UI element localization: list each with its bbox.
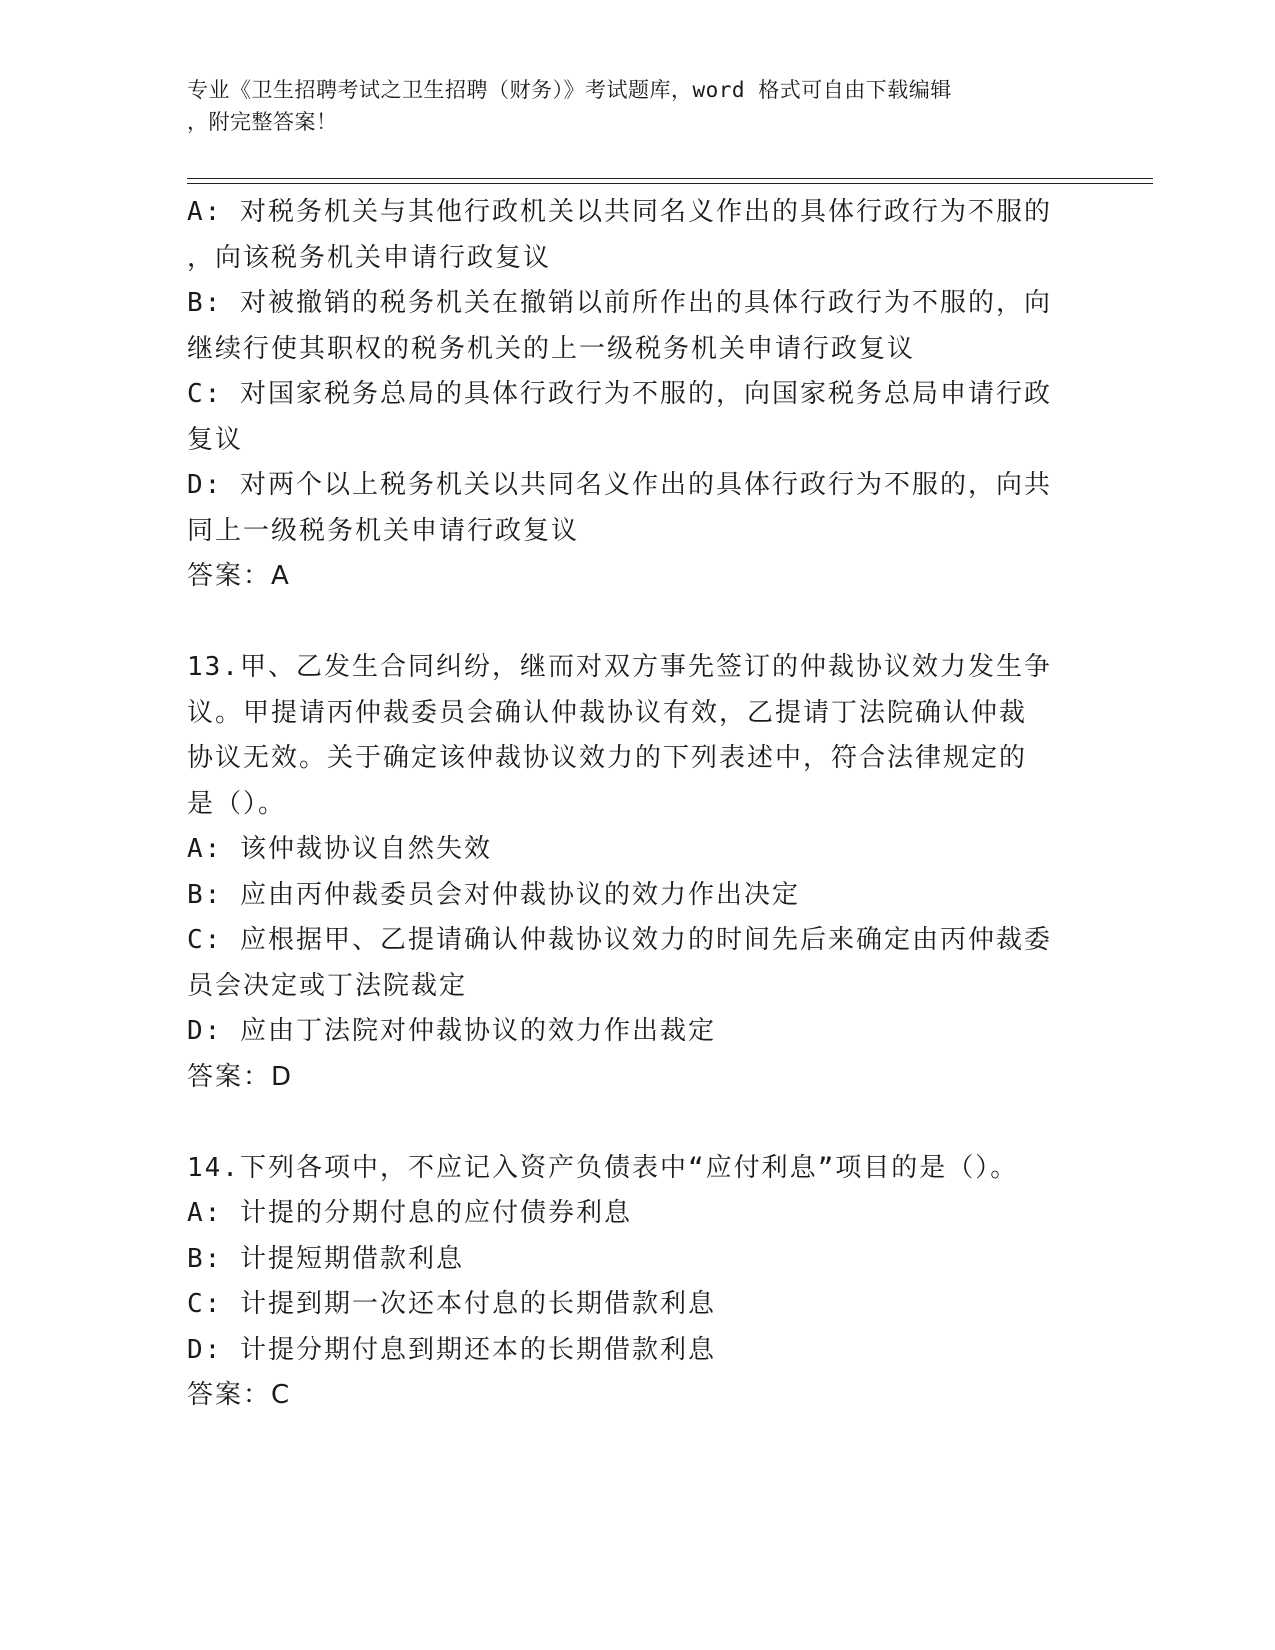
option-line: 复议: [187, 424, 244, 455]
option-c: C: 计提到期一次还本付息的长期借款利息: [187, 1289, 716, 1319]
question-14: [187, 1146, 1087, 1419]
option-d: D: 应由丁法院对仲裁协议的效力作出裁定: [187, 1016, 716, 1046]
option-line: D: 对两个以上税务机关以共同名义作出的具体行政行为不服的，向共: [187, 470, 1052, 500]
option-line: ，向该税务机关申请行政复议: [187, 242, 552, 273]
option-b: B: 计提短期借款利息: [187, 1243, 464, 1274]
answer-line: 答案：A: [187, 561, 291, 591]
answer-line: 答案：C: [187, 1380, 292, 1410]
question-stem: 14.下列各项中，不应记入资产负债表中“应付利息”项目的是（）。: [187, 1152, 1019, 1183]
header-line: 专业《卫生招聘考试之卫生招聘（财务）》考试题库，word 格式可自由下载编辑: [187, 78, 952, 102]
option-c: [187, 918, 1087, 1009]
document-header: [187, 74, 1067, 138]
stem-line: 13.甲、乙发生合同纠纷，继而对双方事先签订的仲裁协议效力发生争: [187, 652, 1052, 682]
header-divider-bottom: [187, 183, 1153, 184]
document-body: [187, 190, 1087, 1419]
option-a: A: 计提的分期付息的应付债券利息: [187, 1198, 632, 1228]
option-a: [187, 190, 1087, 281]
option-line: C: 对国家税务总局的具体行政行为不服的，向国家税务总局申请行政: [187, 379, 1052, 409]
question-stem: [187, 645, 1087, 827]
option-a: A: 该仲裁协议自然失效: [187, 834, 492, 864]
header-divider-top: [187, 178, 1153, 179]
option-line: 继续行使其职权的税务机关的上一级税务机关申请行政复议: [187, 333, 916, 364]
option-line: C: 应根据甲、乙提请确认仲裁协议效力的时间先后来确定由丙仲裁委: [187, 925, 1052, 955]
option-line: B: 对被撤销的税务机关在撤销以前所作出的具体行政行为不服的，向: [187, 288, 1052, 318]
header-line: ，附完整答案！: [187, 110, 338, 134]
question-13: [187, 645, 1087, 1100]
stem-line: 议。甲提请丙仲裁委员会确认仲裁协议有效，乙提请丁法院确认仲裁: [187, 697, 1028, 728]
option-d: [187, 463, 1087, 554]
option-b: [187, 281, 1087, 372]
option-b: B: 应由丙仲裁委员会对仲裁协议的效力作出决定: [187, 879, 800, 910]
answer-line: 答案：D: [187, 1061, 294, 1092]
option-line: A: 对税务机关与其他行政机关以共同名义作出的具体行政行为不服的: [187, 197, 1052, 227]
option-d: D: 计提分期付息到期还本的长期借款利息: [187, 1334, 716, 1365]
option-line: 员会决定或丁法院裁定: [187, 970, 468, 1001]
stem-line: 协议无效。关于确定该仲裁协议效力的下列表述中，符合法律规定的: [187, 743, 1028, 773]
spacer: [187, 600, 1087, 646]
option-line: 同上一级税务机关申请行政复议: [187, 515, 580, 546]
stem-line: 是（）。: [187, 788, 287, 819]
spacer: [187, 1100, 1087, 1146]
question-12: [187, 190, 1087, 600]
option-c: [187, 372, 1087, 463]
